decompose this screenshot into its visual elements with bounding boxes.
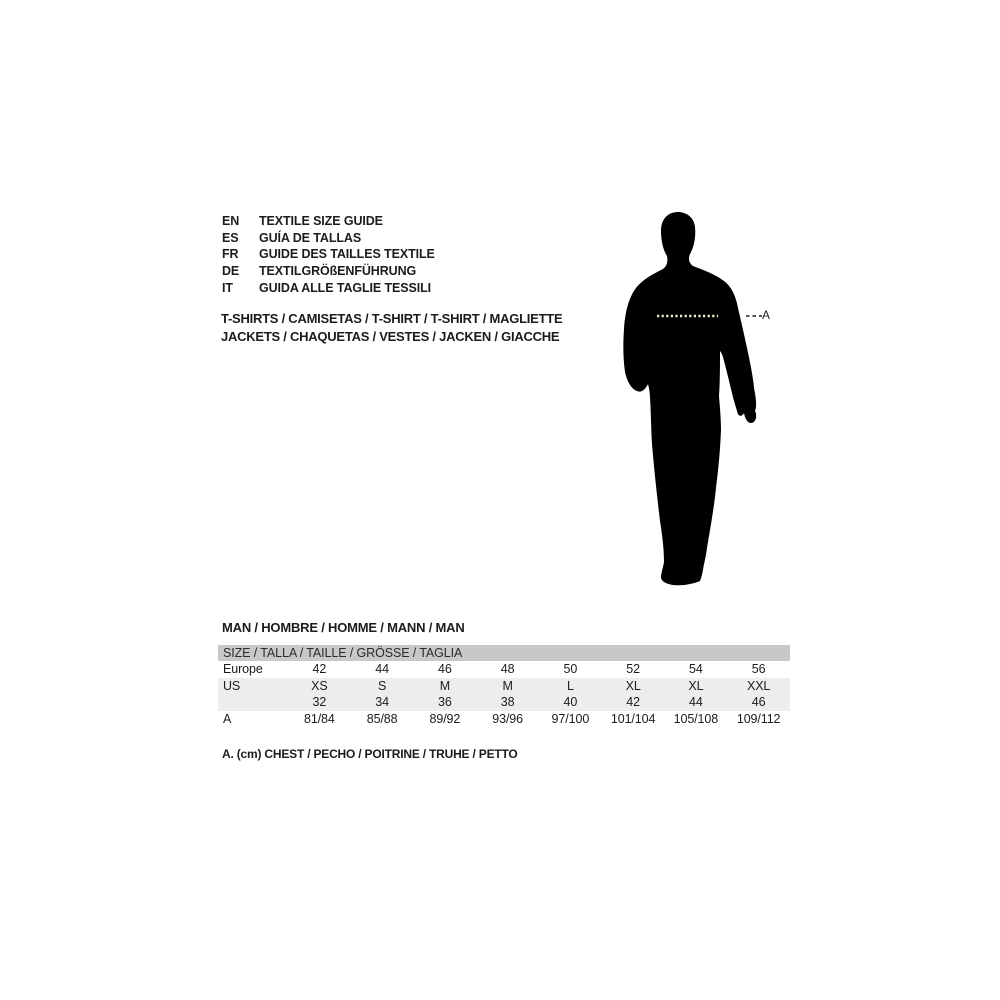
garment-categories: [221, 310, 562, 346]
category-line-jackets: JACKETS / CHAQUETAS / VESTES / JACKEN / GIACCHE: [221, 329, 560, 344]
language-code: DE: [222, 264, 240, 279]
language-label: GUÍA DE TALLAS: [259, 230, 362, 245]
language-code: EN: [222, 214, 240, 229]
row-label: US: [223, 678, 241, 693]
size-value: 50: [563, 662, 578, 677]
language-label: TEXTILE SIZE GUIDE: [259, 214, 383, 229]
measurement-footnote: A. (cm) CHEST / PECHO / POITRINE / TRUHE / PETTO: [222, 747, 518, 761]
size-value: 52: [626, 662, 640, 677]
language-code: ES: [222, 230, 239, 245]
size-table-header-label: SIZE / TALLA / TAILLE / GRÖSSE / TAGLIA: [223, 646, 463, 660]
size-value: XXL: [746, 678, 771, 693]
size-value: XL: [688, 678, 704, 693]
size-value: L: [566, 678, 574, 693]
size-value: 85/88: [366, 711, 398, 726]
size-value: 34: [375, 695, 389, 710]
size-value: 44: [689, 695, 703, 710]
size-value: 109/112: [736, 711, 781, 726]
size-value: 93/96: [492, 711, 524, 726]
man-silhouette-figure: [615, 206, 785, 601]
size-value: 36: [438, 695, 452, 710]
size-value: 40: [563, 695, 578, 710]
size-value: 105/108: [673, 711, 719, 726]
size-value: S: [378, 678, 387, 693]
language-row-en: [222, 213, 435, 230]
size-value: 56: [751, 662, 766, 677]
language-row-fr: [222, 246, 435, 263]
language-row-de: [222, 263, 435, 280]
size-value: 38: [500, 695, 515, 710]
measure-a-label: A: [762, 308, 771, 322]
row-label: Europe: [223, 662, 263, 677]
table-row-us: [218, 678, 790, 695]
size-value: XS: [311, 678, 328, 693]
size-value: 48: [500, 662, 515, 677]
section-title-man: MAN / HOMBRE / HOMME / MANN / MAN: [222, 620, 465, 635]
language-code: IT: [222, 280, 233, 295]
size-value: 46: [751, 695, 766, 710]
man-silhouette: [615, 206, 785, 601]
size-value: 97/100: [551, 711, 590, 726]
size-value: 54: [689, 662, 703, 677]
size-value: 46: [438, 662, 452, 677]
table-row-us-numeric: [218, 694, 790, 711]
size-value: XL: [625, 678, 641, 693]
category-line-tshirts: T-SHIRTS / CAMISETAS / T-SHIRT / T-SHIRT / MAGLIETTE: [221, 311, 563, 326]
language-row-it: [222, 279, 435, 296]
man-silhouette-path: [623, 212, 756, 585]
size-value: M: [439, 678, 451, 693]
size-table-header: [218, 645, 790, 661]
size-value: 81/84: [303, 711, 335, 726]
language-label: GUIDA ALLE TAGLIE TESSILI: [259, 280, 432, 295]
language-label: TEXTILGRÖßENFÜHRUNG: [259, 264, 417, 279]
row-label: A: [223, 711, 232, 726]
size-value: 101/104: [610, 711, 656, 726]
size-value: 32: [312, 695, 327, 710]
language-label: GUIDE DES TAILLES TEXTILE: [259, 247, 435, 262]
language-row-es: [222, 230, 435, 247]
size-table: [218, 645, 790, 727]
table-row-chest-cm: [218, 711, 790, 728]
size-value: 44: [375, 662, 389, 677]
size-value: 42: [626, 695, 640, 710]
size-value: 89/92: [429, 711, 461, 726]
language-list: [222, 213, 435, 296]
size-value: M: [502, 678, 513, 693]
table-row-europe: [218, 661, 790, 678]
size-value: 42: [312, 662, 327, 677]
language-code: FR: [222, 247, 239, 262]
